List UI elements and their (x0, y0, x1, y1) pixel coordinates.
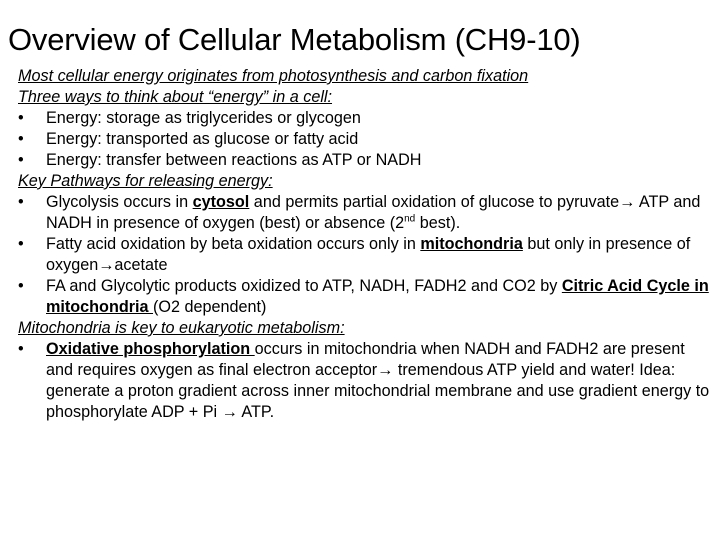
intro-line-1: Most cellular energy originates from photosynthesis and carbon fixation (18, 67, 529, 85)
fa-glycolytic-pre: FA and Glycolytic products oxidized to ATP, NADH, FADH2 and CO2 by (46, 277, 562, 295)
cytosol-term: cytosol (192, 193, 250, 211)
fatty-acid-post: acetate (114, 256, 168, 274)
oxphos-text (46, 339, 712, 423)
citric-acid-cycle-term: Citric Acid Cycle in mitochondria (46, 277, 709, 316)
list-item (18, 339, 712, 423)
intro-line-2: Three ways to think about “energy” in a cell: (18, 88, 333, 106)
mitochondria-term: mitochondria (420, 235, 523, 253)
bullet-icon: • (18, 277, 24, 295)
glycolysis-text (46, 192, 712, 234)
oxphos-post: tremendous ATP yield and water! Idea: generate a proton gradient across inner mitochondrial membrane and use gradient energy to phosphorylate ADP + Pi (46, 361, 710, 421)
oxidative-phosphorylation-term: Oxidative phosphorylation (46, 340, 255, 358)
list-item (18, 276, 712, 318)
fatty-acid-text (46, 234, 712, 276)
arrow-right-icon: → (98, 256, 115, 274)
glycolysis-mid: and permits partial oxidation of glucose to pyruvate (249, 193, 620, 211)
arrow-right-icon: → (377, 361, 394, 379)
bullet-icon: • (18, 130, 24, 148)
glycolysis-post: ATP and NADH in presence of oxygen (best) or absence (2 (46, 193, 701, 232)
arrow-right-icon: → (221, 403, 238, 421)
list-item (18, 234, 712, 276)
energy-transfer-text: Energy: transfer between reactions as ATP or NADH (46, 151, 422, 169)
slide-title: Overview of Cellular Metabolism (CH9-10) (8, 22, 581, 57)
fatty-acid-pre: Fatty acid oxidation by beta oxidation occurs only in (46, 235, 421, 253)
fa-glycolytic-post: (O2 dependent) (153, 298, 267, 316)
pathways-heading: Key Pathways for releasing energy: (18, 172, 273, 190)
list-item (18, 192, 712, 234)
energy-transport-text: Energy: transported as glucose or fatty acid (46, 130, 359, 148)
bullet-icon: • (18, 235, 24, 253)
oxphos-end: ATP. (237, 403, 275, 421)
energy-storage-text: Energy: storage as triglycerides or glycogen (46, 109, 361, 127)
list-item (18, 108, 712, 129)
arrow-right-icon: → (619, 193, 636, 211)
glycolysis-pre: Glycolysis occurs in (46, 193, 193, 211)
mitochondria-heading: Mitochondria is key to eukaryotic metabolism: (18, 319, 345, 337)
slide-body (18, 66, 712, 423)
oxphos-pre: occurs in mitochondria when NADH and FADH2 are present and requires oxygen as final electron acceptor (46, 340, 685, 379)
glycolysis-end: best). (415, 214, 461, 232)
bullet-icon: • (18, 151, 24, 169)
bullet-icon: • (18, 340, 24, 358)
list-item (18, 150, 712, 171)
fatty-acid-mid: but only in presence of oxygen (46, 235, 691, 274)
list-item (18, 129, 712, 150)
ordinal-suffix: nd (404, 213, 416, 225)
bullet-icon: • (18, 193, 24, 211)
bullet-icon: • (18, 109, 24, 127)
fa-glycolytic-text (46, 276, 712, 318)
